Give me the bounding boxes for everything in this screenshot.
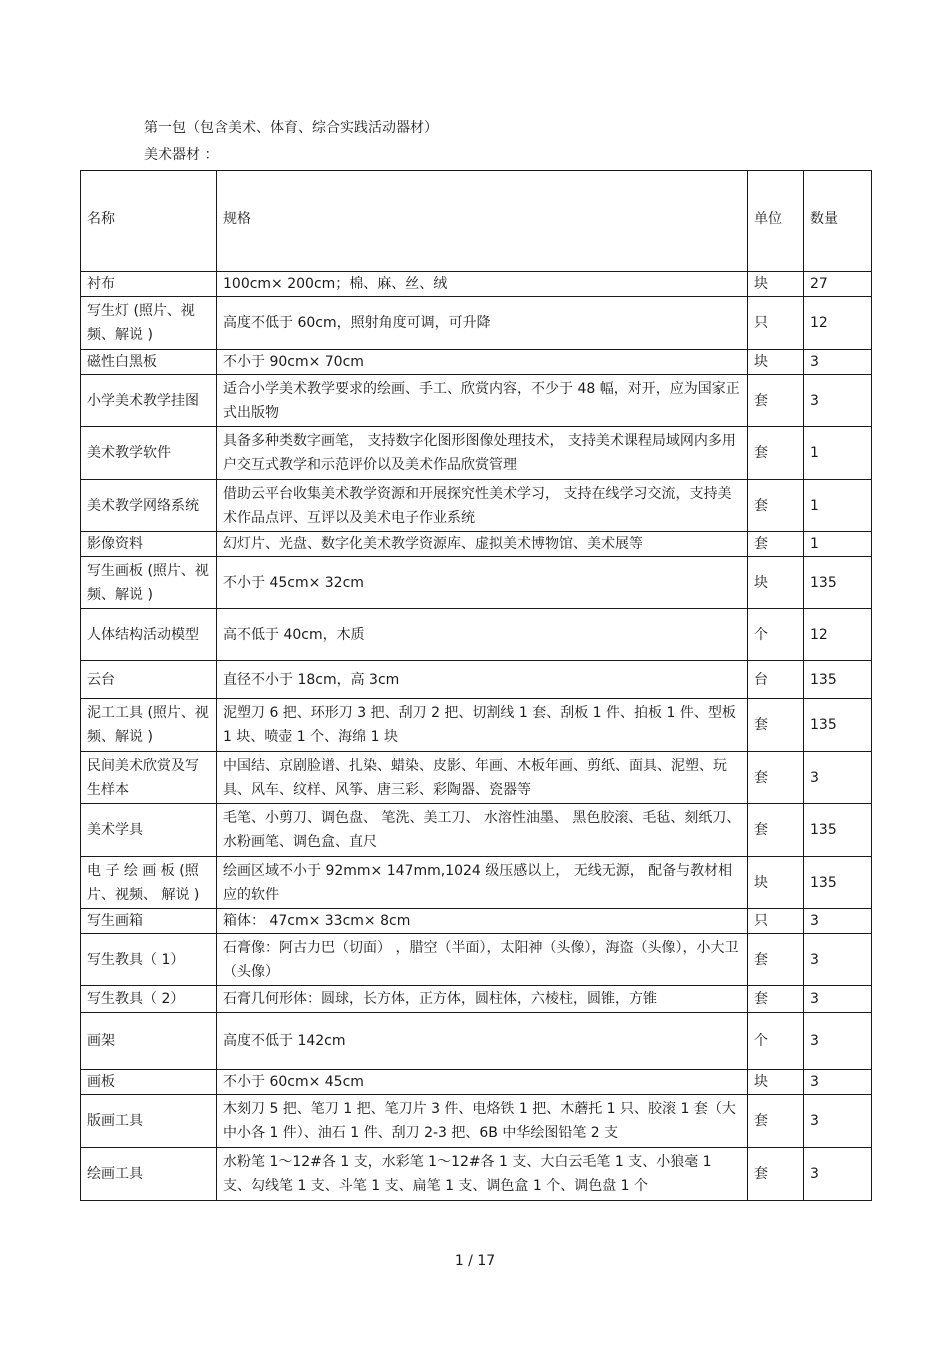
cell-qty: 3: [804, 1013, 872, 1070]
cell-qty: 12: [804, 609, 872, 661]
cell-spec: 借助云平台收集美术教学资源和开展探究性美术学习， 支持在线学习交流，支持美术作品点评、互评以及美术电子作业系统: [217, 480, 748, 532]
cell-unit: 套: [748, 986, 804, 1013]
table-row: [81, 699, 872, 752]
cell-unit: 套: [748, 1148, 804, 1201]
cell-name: 美术教学网络系统: [81, 480, 217, 532]
cell-name: 美术教学软件: [81, 427, 217, 480]
table-row: [81, 804, 872, 857]
table-row: [81, 297, 872, 350]
cell-name: 版画工具: [81, 1095, 217, 1148]
cell-qty: 3: [804, 350, 872, 375]
cell-qty: 3: [804, 934, 872, 986]
cell-name: 写生教具（ 2）: [81, 986, 217, 1013]
cell-name: 画架: [81, 1013, 217, 1070]
cell-spec: 水粉笔 1～12#各 1 支，水彩笔 1～12#各 1 支、大白云毛笔 1 支、小狼毫 1 支、勾线笔 1 支、斗笔 1 支、扁笔 1 支、调色盒 1 个、调色盘 1 个: [217, 1148, 748, 1201]
table-row: [81, 857, 872, 909]
table-row: [81, 934, 872, 986]
cell-qty: 1: [804, 427, 872, 480]
cell-qty: 135: [804, 857, 872, 909]
table-row: [81, 1013, 872, 1070]
equipment-table: [80, 170, 872, 1201]
table-row: [81, 909, 872, 934]
cell-name: 磁性白黑板: [81, 350, 217, 375]
cell-unit: 块: [748, 557, 804, 609]
cell-qty: 1: [804, 480, 872, 532]
header-unit: 单位: [748, 171, 804, 272]
cell-spec: 箱体： 47cm× 33cm× 8cm: [217, 909, 748, 934]
cell-qty: 1: [804, 532, 872, 557]
cell-unit: 块: [748, 857, 804, 909]
cell-qty: 3: [804, 986, 872, 1013]
table-row: [81, 480, 872, 532]
cell-name: 电 子 绘 画 板 (照片、视频、 解说 ): [81, 857, 217, 909]
cell-name: 云台: [81, 661, 217, 699]
table-row: [81, 609, 872, 661]
cell-unit: 套: [748, 699, 804, 752]
cell-unit: 套: [748, 1095, 804, 1148]
cell-spec: 绘画区域不小于 92mm× 147mm,1024 级压感以上， 无线无源， 配备与教材相应的软件: [217, 857, 748, 909]
table-row: [81, 375, 872, 427]
cell-unit: 只: [748, 909, 804, 934]
cell-spec: 泥塑刀 6 把、环形刀 3 把、刮刀 2 把、切割线 1 套、刮板 1 件、拍板 1 件、型板 1 块、喷壶 1 个、海绵 1 块: [217, 699, 748, 752]
cell-name: 民间美术欣赏及写生样本: [81, 752, 217, 804]
table-row: [81, 272, 872, 297]
header-qty: 数量: [804, 171, 872, 272]
cell-unit: 套: [748, 375, 804, 427]
cell-spec: 具备多种类数字画笔， 支持数字化图形图像处理技术， 支持美术课程局域网内多用户交互式教学和示范评价以及美术作品欣赏管理: [217, 427, 748, 480]
cell-name: 小学美术教学挂图: [81, 375, 217, 427]
cell-spec: 石膏几何形体：圆球，长方体，正方体，圆柱体，六棱柱，圆锥，方锥: [217, 986, 748, 1013]
cell-unit: 套: [748, 427, 804, 480]
cell-spec: 100cm× 200cm；棉、麻、丝、绒: [217, 272, 748, 297]
cell-unit: 个: [748, 609, 804, 661]
cell-unit: 个: [748, 1013, 804, 1070]
table-row: [81, 427, 872, 480]
cell-qty: 135: [804, 699, 872, 752]
cell-spec: 高度不低于 60cm，照射角度可调，可升降: [217, 297, 748, 350]
cell-unit: 套: [748, 804, 804, 857]
header-spec: 规格: [217, 171, 748, 272]
cell-qty: 3: [804, 1095, 872, 1148]
table-row: [81, 661, 872, 699]
cell-unit: 只: [748, 297, 804, 350]
cell-name: 美术学具: [81, 804, 217, 857]
cell-unit: 台: [748, 661, 804, 699]
package-heading: 第一包（包含美术、体育、综合实践活动器材）: [144, 120, 438, 136]
cell-name: 人体结构活动模型: [81, 609, 217, 661]
cell-name: 写生教具（ 1）: [81, 934, 217, 986]
cell-spec: 直径不小于 18cm，高 3cm: [217, 661, 748, 699]
cell-qty: 3: [804, 1148, 872, 1201]
cell-name: 绘画工具: [81, 1148, 217, 1201]
cell-name: 影像资料: [81, 532, 217, 557]
cell-unit: 套: [748, 752, 804, 804]
cell-name: 写生画板 (照片、视频、解说 ): [81, 557, 217, 609]
cell-qty: 3: [804, 752, 872, 804]
cell-spec: 高不低于 40cm，木质: [217, 609, 748, 661]
cell-spec: 毛笔、小剪刀、调色盘、 笔洗、美工刀、 水溶性油墨、 黑色胶滚、毛毡、刻纸刀、水粉画笔、调色盒、直尺: [217, 804, 748, 857]
cell-spec: 中国结、京剧脸谱、扎染、蜡染、皮影、年画、木板年画、剪纸、面具、泥塑、玩具、风车、纹样、风筝、唐三彩、彩陶器、瓷器等: [217, 752, 748, 804]
cell-spec: 木刻刀 5 把、笔刀 1 把、笔刀片 3 件、电烙铁 1 把、木蘑托 1 只、胶滚 1 套（大中小各 1 件）、油石 1 件、刮刀 2-3 把、6B 中华绘图铅笔 2 支: [217, 1095, 748, 1148]
header-name: 名称: [81, 171, 217, 272]
cell-unit: 套: [748, 480, 804, 532]
cell-unit: 块: [748, 272, 804, 297]
cell-name: 衬布: [81, 272, 217, 297]
cell-qty: 12: [804, 297, 872, 350]
cell-spec: 不小于 60cm× 45cm: [217, 1070, 748, 1095]
table-row: [81, 350, 872, 375]
cell-spec: 不小于 45cm× 32cm: [217, 557, 748, 609]
table-header-row: [81, 171, 872, 272]
cell-qty: 135: [804, 661, 872, 699]
cell-qty: 3: [804, 1070, 872, 1095]
cell-name: 泥工工具 (照片、视频、解说 ): [81, 699, 217, 752]
cell-spec: 适合小学美术教学要求的绘画、手工、欣赏内容，不少于 48 幅，对开，应为国家正式出版物: [217, 375, 748, 427]
cell-unit: 套: [748, 532, 804, 557]
section-heading: 美术器材 ：: [144, 147, 219, 163]
cell-qty: 3: [804, 375, 872, 427]
cell-name: 写生灯 (照片、视频、解说 ): [81, 297, 217, 350]
cell-qty: 3: [804, 909, 872, 934]
table-row: [81, 1095, 872, 1148]
cell-spec: 石膏像：阿古力巴（切面） ，腊空（半面），太阳神（头像），海盗（头像），小大卫（头像）: [217, 934, 748, 986]
cell-qty: 135: [804, 804, 872, 857]
cell-name: 画板: [81, 1070, 217, 1095]
cell-spec: 高度不低于 142cm: [217, 1013, 748, 1070]
cell-spec: 不小于 90cm× 70cm: [217, 350, 748, 375]
cell-qty: 27: [804, 272, 872, 297]
page-number: 1 / 17: [454, 1253, 496, 1269]
cell-spec: 幻灯片、光盘、数字化美术教学资源库、虚拟美术博物馆、美术展等: [217, 532, 748, 557]
cell-unit: 块: [748, 350, 804, 375]
cell-name: 写生画箱: [81, 909, 217, 934]
table-row: [81, 532, 872, 557]
cell-unit: 块: [748, 1070, 804, 1095]
table-row: [81, 557, 872, 609]
cell-qty: 135: [804, 557, 872, 609]
table-row: [81, 986, 872, 1013]
table-row: [81, 1070, 872, 1095]
table-row: [81, 752, 872, 804]
table-row: [81, 1148, 872, 1201]
cell-unit: 套: [748, 934, 804, 986]
